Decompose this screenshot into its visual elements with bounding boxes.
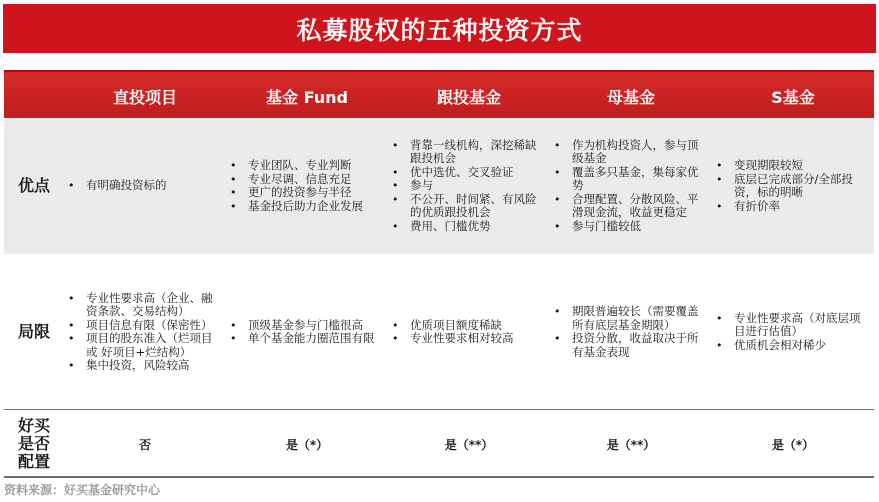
row-label-allocation: 好买是否配置 — [17, 416, 50, 471]
cell-allocation-fund: 是（*） — [285, 437, 329, 452]
column-header-s-fund: S基金 — [771, 87, 815, 107]
list-item: • 期限普遍较长（需要覆盖所有底层基金期限） — [550, 305, 706, 332]
table-bottom-border — [4, 476, 874, 478]
cell-allocation-coinvest: 是（**） — [444, 437, 494, 452]
list-item: • 专业性要求高（企业、融资条款、交易结构） — [64, 292, 220, 319]
page-title: 私募股权的五种投资方式 — [3, 4, 876, 53]
column-header-fund: 基金 Fund — [266, 87, 348, 107]
cell-advantages-coinvest — [388, 118, 550, 254]
list-item: • 不公开、时间紧、有风险的优质跟投机会 — [388, 193, 544, 220]
list-item: • 优质机会相对稀少 — [712, 339, 868, 353]
comparison-table — [4, 70, 874, 478]
list-item: • 专业尽调、信息充足 — [226, 173, 380, 187]
list-item: • 投资分散，收益取决于所有基金表现 — [550, 332, 706, 359]
list-item: • 项目信息有限（保密性） — [64, 319, 220, 333]
list-item: • 基金投后助力企业发展 — [226, 200, 380, 214]
list-item: • 集中投资，风险较高 — [64, 359, 220, 373]
list-item: • 专业性要求相对较高 — [388, 332, 544, 346]
cell-limitations-s-fund — [712, 254, 874, 410]
list-item: • 费用、门槛优势 — [388, 220, 544, 234]
list-item: • 变现期限较短 — [712, 159, 866, 173]
list-item: • 更广的投资参与半径 — [226, 186, 380, 200]
cell-limitations-fund — [226, 254, 388, 410]
list-item: • 覆盖多只基金，集每家优势 — [550, 166, 706, 193]
cell-allocation-direct: 否 — [138, 437, 151, 452]
list-item: • 优中选优、交叉验证 — [388, 166, 544, 180]
list-item: • 专业性要求高（对底层项目进行估值） — [712, 312, 868, 339]
list-item: • 底层已完成部分/全部投资，标的明晰 — [712, 173, 866, 200]
cell-limitations-coinvest — [388, 254, 550, 410]
cell-limitations-fof — [550, 254, 712, 410]
list-item: • 合理配置、分散风险、平滑现金流，收益更稳定 — [550, 193, 706, 220]
list-item: • 优质项目额度稀缺 — [388, 319, 544, 333]
table-row-advantages — [4, 118, 874, 254]
list-item: • 顶级基金参与门槛很高 — [226, 319, 378, 333]
column-header-fof: 母基金 — [606, 87, 655, 107]
row-label-limitations: 局限 — [17, 322, 50, 341]
cell-advantages-s-fund — [712, 118, 874, 254]
source-note: 资料来源：好买基金研究中心 — [4, 483, 161, 497]
list-item: • 有明确投资标的 — [64, 179, 220, 193]
cell-advantages-fof — [550, 118, 712, 254]
list-item: • 参与 — [388, 179, 544, 193]
list-item: • 作为机构投资人，参与顶级基金 — [550, 139, 706, 166]
list-item: • 有折价率 — [712, 200, 866, 214]
list-item: • 专业团队、专业判断 — [226, 159, 380, 173]
list-item: • 参与门槛较低 — [550, 220, 706, 234]
table-row-limitations — [4, 254, 874, 410]
cell-limitations-direct — [64, 254, 226, 410]
cell-advantages-direct — [64, 118, 226, 254]
table-header — [4, 70, 874, 118]
cell-allocation-fof: 是（**） — [606, 437, 656, 452]
list-item: • 项目的股东准入（烂项目 或 好项目+烂结构） — [64, 332, 220, 359]
table-row-allocation — [4, 410, 874, 478]
list-item: • 背靠一线机构，深挖稀缺跟投机会 — [388, 139, 544, 166]
column-header-coinvest: 跟投基金 — [436, 87, 501, 107]
row-label-advantages: 优点 — [17, 176, 50, 195]
column-header-direct: 直投项目 — [112, 87, 177, 107]
cell-advantages-fund — [226, 118, 388, 254]
list-item: • 单个基金能力圈范围有限 — [226, 332, 378, 346]
cell-allocation-s-fund: 是（*） — [771, 437, 815, 452]
